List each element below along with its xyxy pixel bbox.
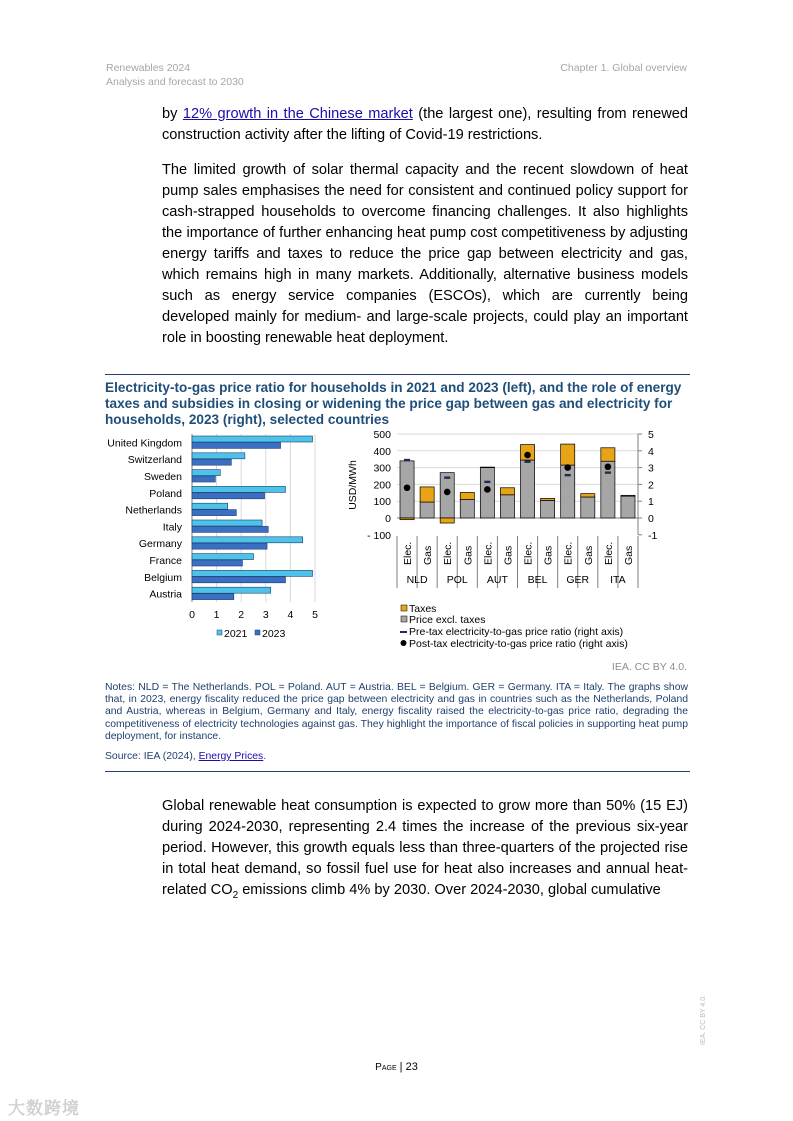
x-tick-label: 4: [287, 609, 294, 621]
group-label: ITA: [610, 574, 626, 586]
bar-taxes: [400, 518, 414, 520]
report-subtitle: Analysis and forecast to 2030: [106, 76, 244, 88]
bar-taxes: [460, 492, 474, 499]
pre-tax-ratio-marker: [404, 459, 410, 461]
y2-tick-label: -1: [648, 529, 658, 542]
bar-taxes: [500, 488, 514, 495]
x-tick-label: 5: [312, 609, 318, 621]
bar-taxes: [541, 498, 555, 500]
bar-2023: [192, 510, 236, 516]
bar-2021: [192, 554, 254, 560]
chapter-title: Chapter 1. Global overview: [560, 62, 687, 74]
paragraph-3: [162, 796, 688, 906]
pre-tax-ratio-marker: [525, 461, 531, 463]
category-label: Belgium: [144, 571, 182, 584]
energy-prices-link[interactable]: Energy Prices: [198, 751, 264, 762]
bar-taxes: [601, 448, 615, 461]
paragraph-2: The limited growth of solar thermal capacity and the recent slowdown of heat pump sales emphasises the need for consistent and continued policy support for cash-strapped households to overcome financing challenges. It also highlights the importance of further enhancing heat pump cost competitiveness by adjusting energy tariffs and taxes to reduce the price gap between electricity and gas, which remains high in many markets. Additionally, alternative business models such as energy service companies (ESCOs), which are currently being developed mainly for medium- and large-scale projects, could play an important role in boosting renewable heat deployment.: [162, 162, 688, 346]
bar-2023: [192, 543, 267, 549]
figure-title: Electricity-to-gas price ratio for households in 2021 and 2023 (left), and the role of energy taxes and subsidies in closing or widening the price gap between gas and electricity for households, 2023 (right), selected countries: [105, 380, 682, 427]
y-tick-label: 300: [373, 462, 391, 475]
bar-2021: [192, 570, 313, 576]
subscript: 2: [232, 889, 239, 901]
bar-price-excl-taxes: [420, 502, 434, 518]
group-label: POL: [446, 574, 468, 586]
bar-2021: [192, 486, 285, 492]
bar-2021: [192, 470, 220, 476]
figure-bottom-rule: [105, 771, 690, 772]
y2-tick-label: 1: [648, 496, 654, 509]
legend-label: 2021: [224, 628, 248, 640]
category-label: Italy: [162, 521, 182, 534]
bar-taxes: [581, 494, 595, 497]
category-label: Poland: [149, 487, 182, 500]
text: (the largest one), resulting from renewed construction activity after the lifting of Covid-19 restrictions.: [162, 106, 689, 143]
legend-swatch: [255, 630, 260, 635]
bar-price-excl-taxes: [581, 497, 595, 518]
bar-taxes: [420, 487, 434, 502]
group-label: GER: [566, 574, 590, 586]
y-tick-label: 0: [385, 513, 391, 525]
watermark: 大数跨境: [8, 1099, 80, 1118]
y-tick-label: 500: [373, 429, 391, 441]
post-tax-ratio-marker: [605, 463, 612, 470]
category-label: Germany: [138, 538, 182, 551]
bar-price-excl-taxes: [500, 495, 514, 518]
report-title: Renewables 2024: [106, 62, 191, 74]
bar-2021: [192, 453, 245, 459]
category-label: Switzerland: [127, 454, 182, 467]
legend-label: Taxes: [409, 603, 437, 615]
category-label: United Kingdom: [107, 437, 182, 450]
legend-swatch-taxes: [401, 605, 407, 611]
bar-taxes: [561, 444, 575, 465]
pre-tax-ratio-marker: [565, 474, 571, 476]
x-tick-label: 1: [213, 609, 220, 621]
text: by: [162, 106, 183, 122]
chinese-market-link[interactable]: 12% growth in the Chinese market: [182, 106, 413, 122]
subcategory-label: Elec.: [442, 541, 455, 565]
post-tax-ratio-marker: [444, 489, 451, 496]
legend-swatch-posttax: [401, 640, 407, 646]
category-label: Austria: [149, 588, 182, 601]
side-credit: IEA. CC BY 4.0.: [700, 994, 707, 1045]
bar-price-excl-taxes: [561, 465, 575, 518]
bar-price-excl-taxes: [460, 500, 474, 518]
subcategory-label: Elec.: [522, 541, 535, 565]
bar-price-excl-taxes: [521, 460, 535, 518]
y2-tick-label: 5: [648, 429, 654, 441]
bar-price-excl-taxes: [480, 468, 494, 518]
bar-2023: [192, 526, 268, 532]
bar-price-excl-taxes: [541, 500, 555, 518]
page-number: Page | 23: [375, 1061, 418, 1073]
y2-tick-label: 2: [648, 479, 654, 492]
y-tick-label: - 100: [367, 529, 391, 542]
legend-swatch: [217, 630, 222, 635]
text: .: [263, 751, 267, 762]
post-tax-ratio-marker: [484, 486, 491, 493]
text: Global renewable heat consumption is expected to grow more than 50% (15 EJ) during 2024-2030, representing 2.4 times the increase of the previous six-year period. However, this growth equals less than three-quarters of the projected rise in total heat demand, so fossil fuel use for heat also increases and annual heat-related CO: [162, 798, 688, 898]
group-label: NLD: [406, 574, 428, 586]
text: emissions climb 4% by 2030. Over 2024-2030, global cumulative: [238, 882, 661, 898]
post-tax-ratio-marker: [524, 452, 531, 459]
y-tick-label: 200: [373, 479, 391, 492]
subcategory-label: Gas: [422, 545, 435, 565]
post-tax-ratio-marker: [564, 464, 571, 471]
subcategory-label: Gas: [582, 545, 595, 565]
figure-credit: IEA. CC BY 4.0.: [611, 661, 687, 673]
page-label: Page: [375, 1062, 397, 1073]
subcategory-label: Gas: [542, 545, 555, 565]
bar-2023: [192, 594, 234, 600]
page-number-value: 23: [405, 1061, 418, 1073]
category-label: Netherlands: [125, 504, 182, 517]
x-tick-label: 2: [238, 609, 245, 621]
y-tick-label: 100: [373, 496, 391, 509]
y2-tick-label: 0: [648, 513, 654, 525]
bar-2023: [192, 493, 265, 499]
subcategory-label: Gas: [622, 545, 635, 565]
subcategory-label: Elec.: [562, 541, 575, 565]
bar-2021: [192, 436, 313, 442]
bar-2023: [192, 476, 215, 482]
x-tick-label: 0: [189, 609, 195, 621]
post-tax-ratio-marker: [404, 484, 411, 491]
y2-tick-label: 4: [648, 445, 654, 458]
bar-taxes: [480, 467, 494, 468]
pre-tax-ratio-marker: [484, 481, 490, 483]
bar-2021: [192, 503, 228, 509]
legend-label: Price excl. taxes: [409, 614, 486, 626]
group-label: BEL: [527, 574, 548, 586]
bar-2023: [192, 560, 242, 566]
category-label: France: [149, 555, 182, 567]
bar-2023: [192, 459, 231, 465]
figure-notes: Notes: NLD = The Netherlands. POL = Poland. AUT = Austria. BEL = Belgium. GER = Germany. ITA = Italy. The graphs show that, in 2023, energy fiscality reduced the price gap between electricity and gas in countries such as the Netherlands, Poland and Austria, whereas in Belgium, Germany and Italy, energy fiscality raised the electricity-to-gas price ratio, degrading the competitiveness of electricity technologies against gas. They highlight the importance of fiscal policies in supporting heat pump deployment, for instance.: [105, 682, 688, 742]
pre-tax-ratio-marker: [605, 471, 611, 473]
pre-tax-ratio-marker: [444, 476, 450, 478]
category-label: Sweden: [144, 471, 182, 483]
bar-2023: [192, 577, 285, 583]
subcategory-label: Elec.: [602, 541, 615, 565]
subcategory-label: Gas: [462, 545, 475, 565]
bar-taxes: [621, 495, 635, 496]
bar-taxes: [440, 518, 454, 523]
bar-2021: [192, 587, 271, 593]
bar-price-excl-taxes: [621, 496, 635, 518]
y-axis-label: USD/MWh: [347, 460, 359, 510]
figure-source: [105, 751, 266, 762]
y2-tick-label: 3: [648, 462, 654, 475]
legend-label: Pre-tax electricity-to-gas price ratio (right axis): [409, 626, 624, 638]
text: Source: IEA (2024),: [105, 751, 199, 762]
legend-swatch-pretax: [400, 631, 407, 633]
y-tick-label: 400: [373, 445, 391, 458]
subcategory-label: Gas: [502, 545, 515, 565]
legend-swatch-price: [401, 616, 407, 622]
bar-2021: [192, 520, 262, 526]
bar-2021: [192, 537, 303, 543]
subcategory-label: Elec.: [402, 541, 415, 565]
bar-2023: [192, 442, 281, 448]
x-tick-label: 3: [262, 609, 269, 621]
legend-label: Post-tax electricity-to-gas price ratio (right axis): [409, 638, 628, 650]
bar-price-excl-taxes: [440, 473, 454, 518]
group-label: AUT: [486, 574, 508, 586]
subcategory-label: Elec.: [482, 541, 495, 565]
legend-label: 2023: [262, 628, 286, 640]
